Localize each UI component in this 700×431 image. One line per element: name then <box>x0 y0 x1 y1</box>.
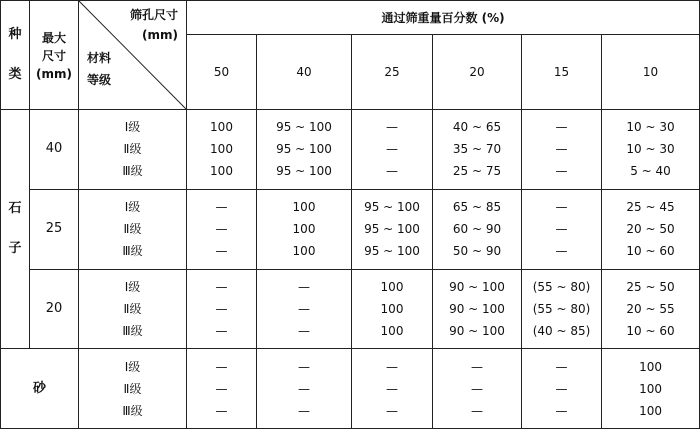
material-grade-header-line: 等级 <box>87 73 112 87</box>
passing-cell-50 <box>187 110 257 190</box>
max-size-header-line: (mm) <box>36 67 72 81</box>
material-grade-header-line: 材料 <box>87 51 112 65</box>
passing-value: 100 <box>210 142 233 157</box>
passing-value: — <box>215 381 228 396</box>
table-row <box>1 349 700 429</box>
kind-header-line: 类 <box>8 67 22 82</box>
passing-value: 60 ~ 90 <box>452 222 502 237</box>
grade-label: Ⅱ级 <box>123 142 142 157</box>
sieve-size-header <box>130 5 178 45</box>
passing-value: 95 ~ 100 <box>364 244 420 259</box>
passing-value: — <box>215 359 228 374</box>
passing-value: — <box>386 142 398 157</box>
passing-cell-25 <box>352 110 433 190</box>
max-size-header-line: 尺寸 <box>41 49 66 63</box>
passing-cell-10 <box>602 349 700 429</box>
grade-label: Ⅲ级 <box>122 164 143 179</box>
passing-value: 10 ~ 60 <box>626 244 675 259</box>
passing-value: 20 ~ 55 <box>626 301 675 316</box>
passing-value: 90 ~ 100 <box>449 323 505 338</box>
passing-value: — <box>215 323 228 338</box>
passing-value: 100 <box>639 381 662 396</box>
passing-value: 90 ~ 100 <box>449 279 505 294</box>
passing-value: 95 ~ 100 <box>276 120 332 135</box>
passing-value: 5 ~ 40 <box>630 164 671 179</box>
passing-cell-50 <box>187 349 257 429</box>
table-row <box>1 110 700 190</box>
max-size-cell: 20 <box>30 269 79 349</box>
passing-value: — <box>215 200 228 215</box>
passing-value: 95 ~ 100 <box>364 222 420 237</box>
passing-value: 25 ~ 45 <box>626 200 675 215</box>
passing-value: — <box>215 279 228 294</box>
passing-cell-15 <box>522 349 602 429</box>
passing-value: — <box>555 403 568 418</box>
passing-cell-15 <box>522 110 602 190</box>
passing-value: — <box>215 244 228 259</box>
sieve-size-15: 15 <box>522 35 602 110</box>
kind-header <box>1 1 30 110</box>
passing-value: 65 ~ 85 <box>452 200 502 215</box>
sieve-size-20: 20 <box>433 35 522 110</box>
passing-value: — <box>298 301 310 316</box>
sieve-size-10: 10 <box>602 35 700 110</box>
passing-cell-10 <box>602 189 700 269</box>
stone-kind-line: 子 <box>8 241 22 257</box>
grade-cell <box>79 189 187 269</box>
passing-cell-25 <box>352 349 433 429</box>
grade-label: Ⅰ级 <box>124 200 141 215</box>
passing-percentage-header: 通过筛重量百分数 (%) <box>187 1 700 35</box>
grade-label: Ⅰ级 <box>124 120 141 135</box>
passing-value: 95 ~ 100 <box>364 200 420 215</box>
passing-value: 100 <box>380 323 404 338</box>
passing-cell-20 <box>433 269 522 349</box>
grade-label: Ⅰ级 <box>124 279 141 294</box>
passing-value: (55 ~ 80) <box>532 279 591 294</box>
passing-value: 25 ~ 75 <box>452 164 502 179</box>
passing-cell-40 <box>257 269 352 349</box>
grade-label: Ⅱ级 <box>123 381 142 396</box>
passing-value: 100 <box>639 359 662 374</box>
grade-label: Ⅲ级 <box>122 323 143 338</box>
passing-cell-20 <box>433 110 522 190</box>
passing-value: 35 ~ 70 <box>452 142 502 157</box>
passing-value: 40 ~ 65 <box>452 120 502 135</box>
passing-value: — <box>555 222 568 237</box>
sand-kind-cell: 砂 <box>1 349 79 429</box>
passing-value: 50 ~ 90 <box>452 244 502 259</box>
passing-value: — <box>298 359 310 374</box>
passing-value: — <box>555 120 568 135</box>
passing-value: — <box>386 381 398 396</box>
material-grade-header <box>87 47 111 91</box>
grade-cell <box>79 269 187 349</box>
sieve-size-header-line: (mm) <box>142 28 178 42</box>
passing-value: 100 <box>380 301 404 316</box>
passing-value: (40 ~ 85) <box>532 323 591 338</box>
passing-cell-50 <box>187 269 257 349</box>
passing-cell-20 <box>433 349 522 429</box>
passing-value: — <box>215 222 228 237</box>
passing-cell-25 <box>352 189 433 269</box>
passing-value: 10 ~ 30 <box>626 142 675 157</box>
passing-value: — <box>298 403 310 418</box>
sieve-size-50: 50 <box>187 35 257 110</box>
grade-cell <box>79 349 187 429</box>
passing-value: — <box>555 359 568 374</box>
passing-cell-40 <box>257 110 352 190</box>
passing-value: 95 ~ 100 <box>276 142 332 157</box>
passing-cell-10 <box>602 110 700 190</box>
passing-value: 100 <box>210 164 233 179</box>
passing-value: — <box>215 403 228 418</box>
passing-value: 90 ~ 100 <box>449 301 505 316</box>
passing-cell-15 <box>522 269 602 349</box>
passing-value: — <box>386 403 398 418</box>
max-size-cell: 40 <box>30 110 79 190</box>
table-row <box>1 189 700 269</box>
table-row <box>1 269 700 349</box>
max-size-header <box>30 1 79 110</box>
passing-value: 25 ~ 50 <box>626 279 675 294</box>
kind-header-line: 种 <box>8 27 22 42</box>
sieve-size-25: 25 <box>352 35 433 110</box>
max-size-cell: 25 <box>30 189 79 269</box>
grade-label: Ⅲ级 <box>122 244 143 259</box>
passing-value: 10 ~ 60 <box>626 323 675 338</box>
passing-value: (55 ~ 80) <box>532 301 591 316</box>
passing-value: — <box>298 381 310 396</box>
passing-cell-40 <box>257 189 352 269</box>
grade-label: Ⅰ级 <box>124 359 141 374</box>
passing-value: — <box>386 359 398 374</box>
passing-value: — <box>386 164 398 179</box>
passing-cell-15 <box>522 189 602 269</box>
passing-cell-10 <box>602 269 700 349</box>
passing-value: — <box>555 164 568 179</box>
sieve-size-40: 40 <box>257 35 352 110</box>
passing-value: 20 ~ 50 <box>626 222 675 237</box>
passing-value: 100 <box>292 200 316 215</box>
grade-label: Ⅱ级 <box>123 301 142 316</box>
passing-value: — <box>555 381 568 396</box>
passing-cell-20 <box>433 189 522 269</box>
passing-value: — <box>471 359 483 374</box>
max-size-header-line: 最大 <box>41 31 66 45</box>
passing-value: 10 ~ 30 <box>626 120 675 135</box>
passing-value: 100 <box>210 120 233 135</box>
passing-value: 100 <box>639 403 662 418</box>
passing-cell-40 <box>257 349 352 429</box>
grade-label: Ⅲ级 <box>122 403 143 418</box>
passing-value: 100 <box>380 279 404 294</box>
passing-cell-25 <box>352 269 433 349</box>
passing-value: 100 <box>292 244 316 259</box>
passing-value: — <box>298 279 310 294</box>
sieve-size-header-line: 筛孔尺寸 <box>129 8 178 22</box>
passing-value: — <box>471 381 483 396</box>
passing-value: — <box>555 244 568 259</box>
passing-value: — <box>555 142 568 157</box>
diagonal-header-cell <box>79 1 187 110</box>
grade-cell <box>79 110 187 190</box>
passing-value: 100 <box>292 222 316 237</box>
stone-kind-line: 石 <box>8 201 22 217</box>
passing-value: — <box>215 301 228 316</box>
passing-value: — <box>555 200 568 215</box>
grade-label: Ⅱ级 <box>123 222 142 237</box>
passing-value: — <box>471 403 483 418</box>
passing-value: — <box>298 323 310 338</box>
passing-value: 95 ~ 100 <box>276 164 332 179</box>
passing-cell-50 <box>187 189 257 269</box>
header-row-1 <box>1 1 700 35</box>
stone-kind-cell <box>1 110 30 349</box>
passing-value: — <box>386 120 398 135</box>
